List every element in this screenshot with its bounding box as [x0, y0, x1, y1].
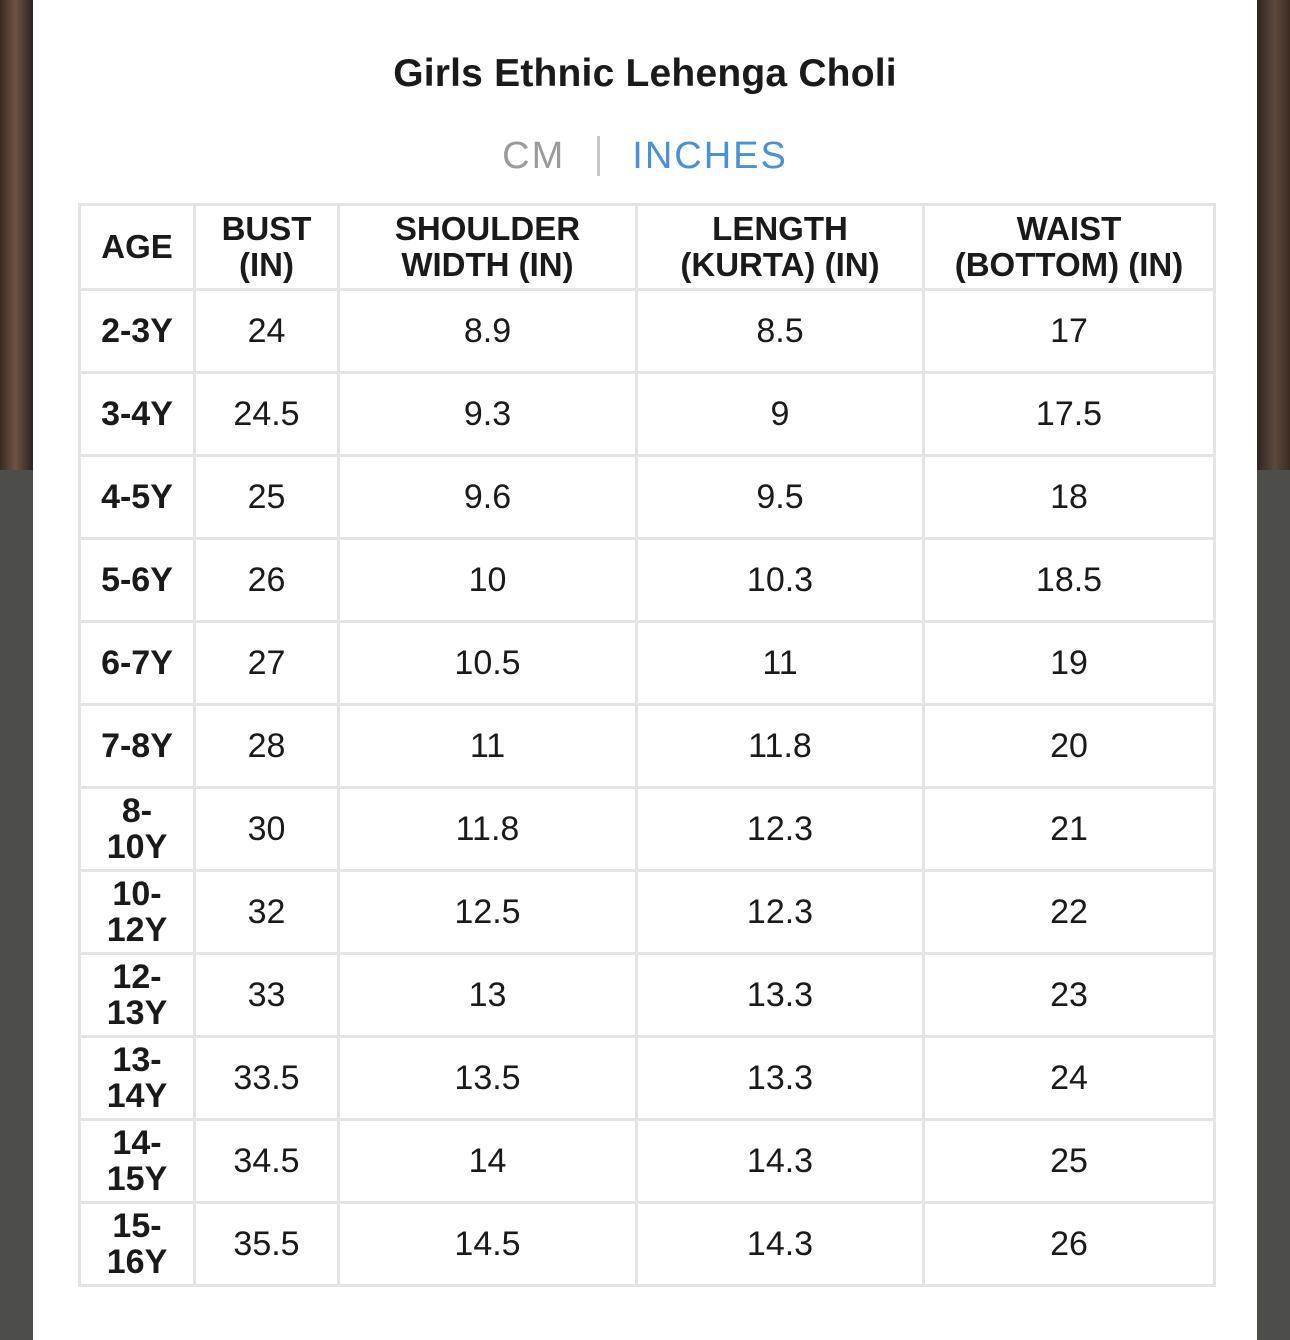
age-label: 14-15Y: [106, 1124, 168, 1198]
shoulder-width-cell: 13.5: [339, 1037, 637, 1120]
header-shoulder-width: SHOULDER WIDTH (IN): [339, 205, 637, 290]
length-cell: 10.3: [637, 539, 924, 622]
shoulder-width-cell: 11.8: [339, 788, 637, 871]
waist-cell: 17: [924, 290, 1215, 373]
age-cell: [80, 788, 195, 871]
age-label: 3-4Y: [101, 395, 173, 433]
table-row: [80, 373, 1215, 456]
bust-cell: 33: [195, 954, 339, 1037]
bust-cell: 33.5: [195, 1037, 339, 1120]
bust-cell: 26: [195, 539, 339, 622]
age-label: 2-3Y: [101, 312, 173, 350]
table-row: [80, 705, 1215, 788]
bust-cell: 27: [195, 622, 339, 705]
bust-cell: 24: [195, 290, 339, 373]
age-cell: [80, 1037, 195, 1120]
bust-cell: 32: [195, 871, 339, 954]
modal-title: Girls Ethnic Lehenga Choli: [393, 52, 897, 95]
age-label: 5-6Y: [101, 561, 173, 599]
age-label: 10-12Y: [106, 875, 168, 949]
waist-cell: 24: [924, 1037, 1215, 1120]
unit-inches-button[interactable]: INCHES: [632, 134, 788, 177]
size-chart-table: [78, 203, 1216, 1287]
length-cell: 14.3: [637, 1120, 924, 1203]
bust-cell: 34.5: [195, 1120, 339, 1203]
table-row: [80, 456, 1215, 539]
length-cell: 14.3: [637, 1203, 924, 1286]
age-cell: [80, 622, 195, 705]
shoulder-width-cell: 10.5: [339, 622, 637, 705]
table-header-row: [80, 205, 1215, 290]
table-row: [80, 290, 1215, 373]
shoulder-width-cell: 9.3: [339, 373, 637, 456]
bust-cell: 28: [195, 705, 339, 788]
age-label: 6-7Y: [101, 644, 173, 682]
bust-cell: 30: [195, 788, 339, 871]
age-cell: [80, 456, 195, 539]
length-cell: 8.5: [637, 290, 924, 373]
age-label: 8-10Y: [106, 792, 168, 866]
age-label: 13-14Y: [106, 1041, 168, 1115]
age-cell: [80, 1120, 195, 1203]
table-row: [80, 1037, 1215, 1120]
age-label: 15-16Y: [106, 1207, 168, 1281]
unit-toggle: [33, 132, 1257, 180]
waist-cell: 22: [924, 871, 1215, 954]
length-cell: 12.3: [637, 788, 924, 871]
age-label: 7-8Y: [101, 727, 173, 765]
age-cell: [80, 705, 195, 788]
age-label: 4-5Y: [101, 478, 173, 516]
waist-cell: 18.5: [924, 539, 1215, 622]
bust-cell: 35.5: [195, 1203, 339, 1286]
age-cell: [80, 1203, 195, 1286]
age-cell: [80, 290, 195, 373]
table-row: [80, 539, 1215, 622]
header-age: AGE: [80, 205, 195, 290]
header-bust: BUST (IN): [195, 205, 339, 290]
table-row: [80, 788, 1215, 871]
waist-cell: 26: [924, 1203, 1215, 1286]
waist-cell: 19: [924, 622, 1215, 705]
age-label: 12-13Y: [106, 958, 168, 1032]
age-cell: [80, 871, 195, 954]
bust-cell: 24.5: [195, 373, 339, 456]
waist-cell: 21: [924, 788, 1215, 871]
length-cell: 9.5: [637, 456, 924, 539]
shoulder-width-cell: 12.5: [339, 871, 637, 954]
length-cell: 11.8: [637, 705, 924, 788]
shoulder-width-cell: 11: [339, 705, 637, 788]
length-cell: 13.3: [637, 954, 924, 1037]
length-cell: 12.3: [637, 871, 924, 954]
table-row: [80, 871, 1215, 954]
header-waist-bottom: WAIST (BOTTOM) (IN): [924, 205, 1215, 290]
shoulder-width-cell: 13: [339, 954, 637, 1037]
unit-cm-button[interactable]: CM: [502, 134, 566, 177]
table-row: [80, 622, 1215, 705]
size-chart-modal: [33, 0, 1257, 1340]
shoulder-width-cell: 14: [339, 1120, 637, 1203]
bust-cell: 25: [195, 456, 339, 539]
waist-cell: 20: [924, 705, 1215, 788]
shoulder-width-cell: 8.9: [339, 290, 637, 373]
age-cell: [80, 539, 195, 622]
length-cell: 13.3: [637, 1037, 924, 1120]
table-row: [80, 1120, 1215, 1203]
age-cell: [80, 373, 195, 456]
table-row: [80, 1203, 1215, 1286]
shoulder-width-cell: 10: [339, 539, 637, 622]
unit-separator: [597, 136, 600, 176]
shoulder-width-cell: 9.6: [339, 456, 637, 539]
header-length-kurta: LENGTH (KURTA) (IN): [637, 205, 924, 290]
table-row: [80, 954, 1215, 1037]
length-cell: 9: [637, 373, 924, 456]
shoulder-width-cell: 14.5: [339, 1203, 637, 1286]
length-cell: 11: [637, 622, 924, 705]
waist-cell: 18: [924, 456, 1215, 539]
waist-cell: 25: [924, 1120, 1215, 1203]
waist-cell: 17.5: [924, 373, 1215, 456]
waist-cell: 23: [924, 954, 1215, 1037]
age-cell: [80, 954, 195, 1037]
